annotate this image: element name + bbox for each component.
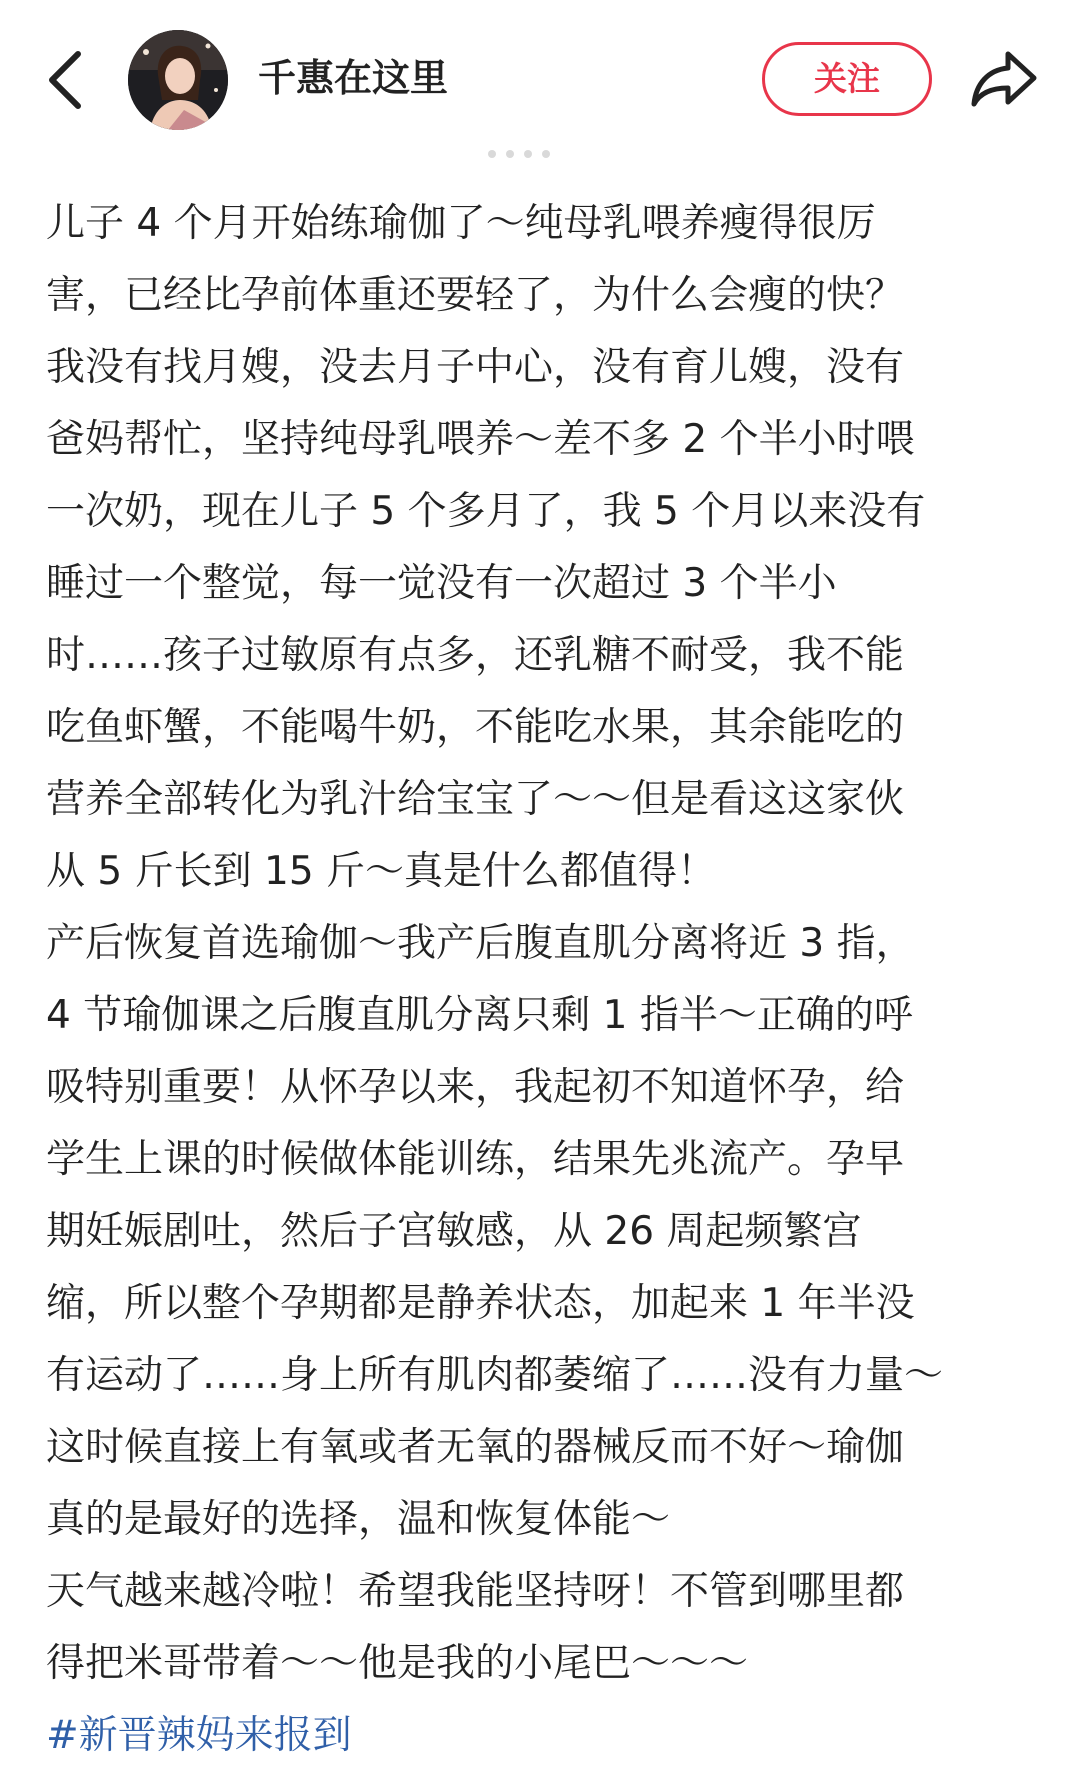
text-line: 儿子 4 个月开始练瑜伽了～纯母乳喂养瘦得很厉 bbox=[46, 201, 876, 246]
text-line: 产后恢复首选瑜伽～我产后腹直肌分离将近 3 指， bbox=[46, 921, 915, 966]
post-paragraph bbox=[46, 1556, 1046, 1700]
text-line: 睡过一个整觉，每一觉没有一次超过 3 个半小 bbox=[46, 561, 837, 606]
top-bar bbox=[0, 0, 1080, 150]
chevron-left-icon bbox=[42, 48, 92, 112]
post-body bbox=[46, 188, 1046, 1772]
text-line: 这时候直接上有氧或者无氧的器械反而不好～瑜伽 bbox=[46, 1425, 905, 1470]
follow-button[interactable]: 关注 bbox=[762, 42, 932, 116]
image-indicator bbox=[488, 150, 550, 160]
text-line: 得把米哥带着～～他是我的小尾巴～～～ bbox=[46, 1641, 749, 1686]
indicator-dot bbox=[506, 150, 514, 158]
text-line: 从 5 斤长到 15 斤～真是什么都值得！ bbox=[46, 849, 717, 894]
text-line: 期妊娠剧吐，然后子宫敏感，从 26 周起频繁宫 bbox=[46, 1209, 862, 1254]
text-line: 爸妈帮忙，坚持纯母乳喂养～差不多 2 个半小时喂 bbox=[46, 417, 915, 462]
text-line: 营养全部转化为乳汁给宝宝了～～但是看这这家伙 bbox=[46, 777, 905, 822]
text-line: 吃鱼虾蟹，不能喝牛奶，不能吃水果，其余能吃的 bbox=[46, 705, 905, 750]
post-paragraph bbox=[46, 908, 1046, 1556]
text-line: 一次奶，现在儿子 5 个多月了，我 5 个月以来没有 bbox=[46, 489, 926, 534]
text-line: 害，已经比孕前体重还要轻了，为什么会瘦的快？ bbox=[46, 273, 905, 318]
post-paragraph bbox=[46, 188, 1046, 908]
avatar-photo bbox=[128, 30, 228, 130]
text-line: 时……孩子过敏原有点多，还乳糖不耐受，我不能 bbox=[46, 633, 905, 678]
text-line: 吸特别重要！从怀孕以来，我起初不知道怀孕，给 bbox=[46, 1065, 905, 1110]
text-line: 学生上课的时候做体能训练，结果先兆流产。孕早 bbox=[46, 1137, 905, 1182]
username[interactable]: 千惠在这里 bbox=[258, 56, 449, 100]
indicator-dot bbox=[542, 150, 550, 158]
back-button[interactable] bbox=[42, 48, 92, 112]
avatar[interactable] bbox=[128, 30, 228, 130]
text-line: 缩，所以整个孕期都是静养状态，加起来 1 年半没 bbox=[46, 1281, 915, 1326]
indicator-dot bbox=[488, 150, 496, 158]
hashtag-link[interactable]: #新晋辣妈来报到 bbox=[46, 1713, 352, 1758]
text-line: 我没有找月嫂，没去月子中心，没有育儿嫂，没有 bbox=[46, 345, 905, 390]
share-button[interactable] bbox=[968, 46, 1040, 112]
text-line: 天气越来越冷啦！希望我能坚持呀！不管到哪里都 bbox=[46, 1569, 905, 1614]
share-arrow-icon bbox=[968, 46, 1040, 112]
text-line: 真的是最好的选择，温和恢复体能～ bbox=[46, 1497, 671, 1542]
text-line: 4 节瑜伽课之后腹直肌分离只剩 1 指半～正确的呼 bbox=[46, 993, 913, 1038]
text-line: 有运动了……身上所有肌肉都萎缩了……没有力量～ bbox=[46, 1353, 944, 1398]
indicator-dot bbox=[524, 150, 532, 158]
